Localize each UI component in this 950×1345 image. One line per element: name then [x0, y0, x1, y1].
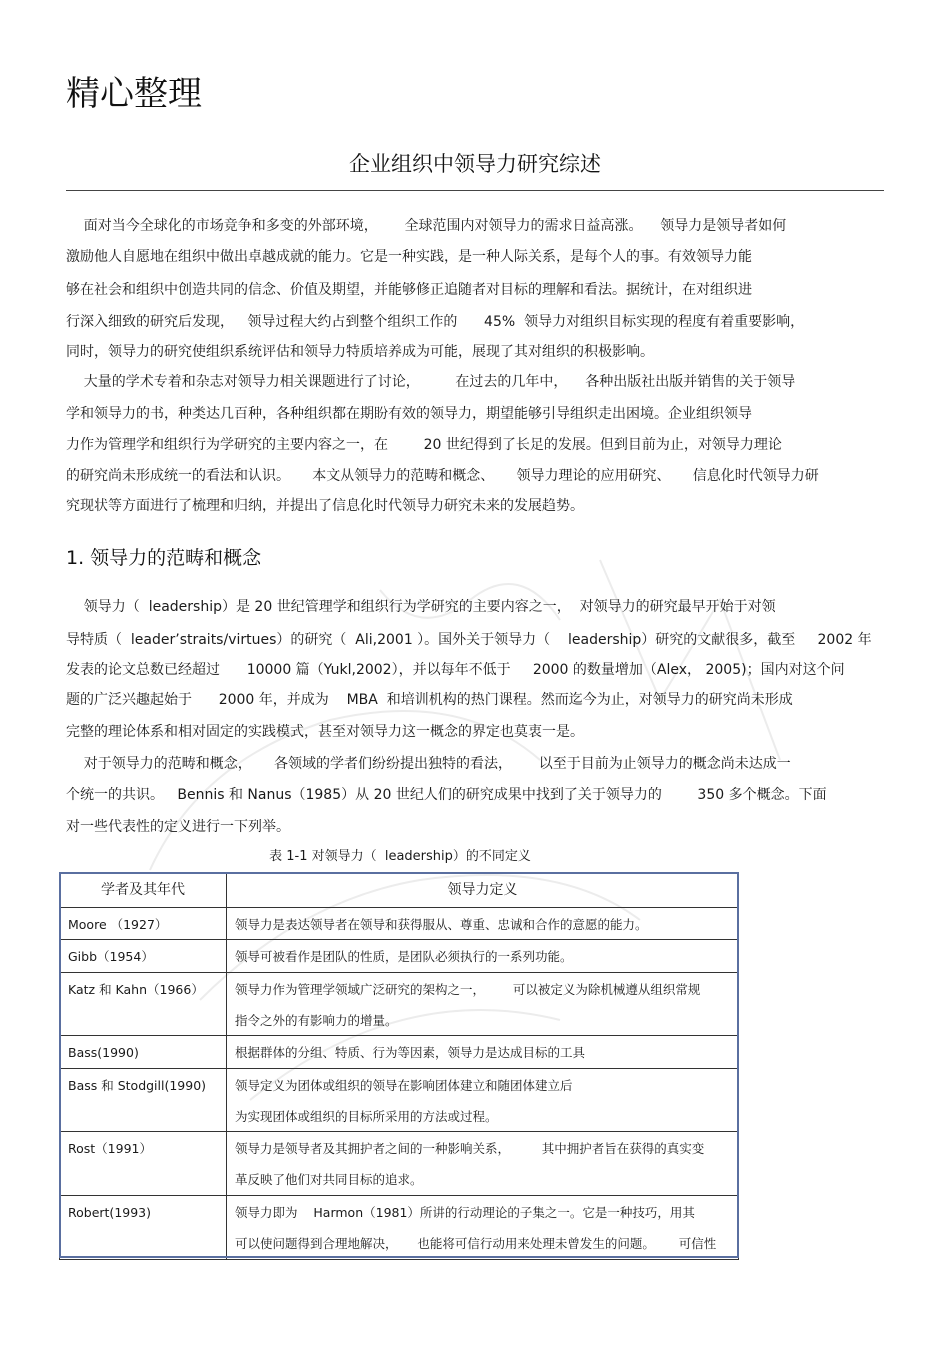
- table-row: [60, 1196, 739, 1260]
- definition-line: 为实现团体或组织的目标所采用的方法或过程。: [235, 1109, 498, 1124]
- section-line: 个统一的共识。 Bennis 和 Nanus（1985）从 20 世纪人们的研究成果中找到了关于领导力的 350 多个概念。下面: [66, 787, 827, 803]
- author-cell: Bass 和 Stodgill(1990): [60, 1069, 227, 1132]
- section-line: 题的广泛兴趣起始于 2000 年，并成为 MBA 和培训机构的热门课程。然而迄今为止，对领导力的研究尚未形成: [66, 692, 793, 708]
- author-cell: Katz 和 Kahn（1966）: [60, 973, 227, 1036]
- definition-line: 可以使问题得到合理地解决， 也能将可信行动用来处理未曾发生的问题。 可信性: [235, 1236, 717, 1251]
- definition-line: 领导可被看作是团队的性质，是团队必须执行的一系列功能。: [235, 949, 573, 964]
- intro-line: 同时，领导力的研究使组织系统评估和领导力特质培养成为可能，展现了其对组织的积极影响。: [66, 344, 654, 360]
- section-line: 导特质（ leader’straits/virtues）的研究（ Ali,2001 ）。国外关于领导力（ leadership）研究的文献很多，截至 2002 年: [66, 632, 872, 648]
- definitions-table: [59, 872, 739, 1260]
- definition-cell: [227, 973, 739, 1036]
- definition-line: 领导力是表达领导者在领导和获得服从、尊重、忠诚和合作的意愿的能力。: [235, 917, 648, 932]
- definition-line: 领导力作为管理学领域广泛研究的架构之一， 可以被定义为除机械遵从组织常规: [235, 982, 701, 997]
- table-row: [60, 908, 739, 940]
- definition-cell: [227, 940, 739, 973]
- intro-line: 大量的学术专着和杂志对领导力相关课题进行了讨论， 在过去的几年中， 各种出版社出版并销售的关于领导: [66, 374, 796, 390]
- column-header-author: 学者及其年代: [60, 873, 227, 908]
- section-line: 完整的理论体系和相对固定的实践模式，甚至对领导力这一概念的界定也莫衷一是。: [66, 724, 584, 740]
- intro-line: 的研究尚未形成统一的看法和认识。 本文从领导力的范畴和概念、 领导力理论的应用研究、 信息化时代领导力研: [66, 468, 819, 484]
- intro-line: 学和领导力的书，种类达几百种，各种组织都在期盼有效的领导力，期望能够引导组织走出困境。企业组织领导: [66, 406, 752, 422]
- author-cell: Bass(1990): [60, 1036, 227, 1069]
- column-header-definition: 领导力定义: [227, 873, 739, 908]
- definition-line: 革反映了他们对共同目标的追求。: [235, 1172, 423, 1187]
- section-line: 对于领导力的范畴和概念， 各领域的学者们纷纷提出独特的看法， 以至于目前为止领导力的概念尚未达成一: [66, 756, 791, 772]
- title-divider: [66, 190, 884, 191]
- definition-cell: [227, 908, 739, 940]
- document-title: 企业组织中领导力研究综述: [349, 152, 601, 176]
- definition-line: 领导力是领导者及其拥护者之间的一种影响关系， 其中拥护者旨在获得的真实变: [235, 1141, 705, 1156]
- author-cell: Moore （1927）: [60, 908, 227, 940]
- intro-line: 行深入细致的研究后发现， 领导过程大约占到整个组织工作的 45% 领导力对组织目标实现的程度有着重要影响，: [66, 314, 805, 330]
- table-caption: 表 1-1 对领导力（ leadership）的不同定义: [269, 849, 531, 864]
- definition-line: 根据群体的分组、特质、行为等因素，领导力是达成目标的工具: [235, 1045, 586, 1060]
- intro-line: 激励他人自愿地在组织中做出卓越成就的能力。它是一种实践，是一种人际关系，是每个人的事。有效领导力能: [66, 249, 752, 265]
- intro-line: 够在社会和组织中创造共同的信念、价值及期望，并能够修正追随者对目标的理解和看法。据统计，在对组织进: [66, 282, 752, 298]
- section-line: 发表的论文总数已经超过 10000 篇（Yukl,2002），并以每年不低于 2000 的数量增加（Alex， 2005)；国内对这个问: [66, 662, 845, 678]
- table-row: [60, 1132, 739, 1196]
- author-cell: Rost（1991）: [60, 1132, 227, 1196]
- definition-line: 领导定义为团体或组织的领导在影响团体建立和随团体建立后: [235, 1078, 573, 1093]
- brand-header: 精心整理: [66, 74, 202, 114]
- intro-line: 力作为管理学和组织行为学研究的主要内容之一，在 20 世纪得到了长足的发展。但到目前为止，对领导力理论: [66, 437, 782, 453]
- intro-line: 究现状等方面进行了梳理和归纳，并提出了信息化时代领导力研究未来的发展趋势。: [66, 498, 584, 514]
- definition-line: 指令之外的有影响力的增量。: [235, 1013, 398, 1028]
- intro-line: 面对当今全球化的市场竞争和多变的外部环境， 全球范围内对领导力的需求日益高涨。 领导力是领导者如何: [66, 218, 787, 234]
- author-cell: Gibb（1954）: [60, 940, 227, 973]
- table-row: [60, 1036, 739, 1069]
- definition-cell: [227, 1036, 739, 1069]
- table-header-row: [60, 873, 739, 908]
- definition-cell: [227, 1196, 739, 1260]
- table-row: [60, 973, 739, 1036]
- table-row: [60, 940, 739, 973]
- definition-cell: [227, 1069, 739, 1132]
- section-heading: 1. 领导力的范畴和概念: [66, 547, 262, 569]
- table-row: [60, 1069, 739, 1132]
- section-line: 对一些代表性的定义进行一下列举。: [66, 819, 290, 835]
- definition-cell: [227, 1132, 739, 1196]
- definition-line: 领导力即为 Harmon（1981）所讲的行动理论的子集之一。它是一种技巧，用其: [235, 1205, 695, 1220]
- section-line: 领导力（ leadership）是 20 世纪管理学和组织行为学研究的主要内容之一， 对领导力的研究最早开始于对领: [66, 599, 776, 615]
- author-cell: Robert(1993): [60, 1196, 227, 1260]
